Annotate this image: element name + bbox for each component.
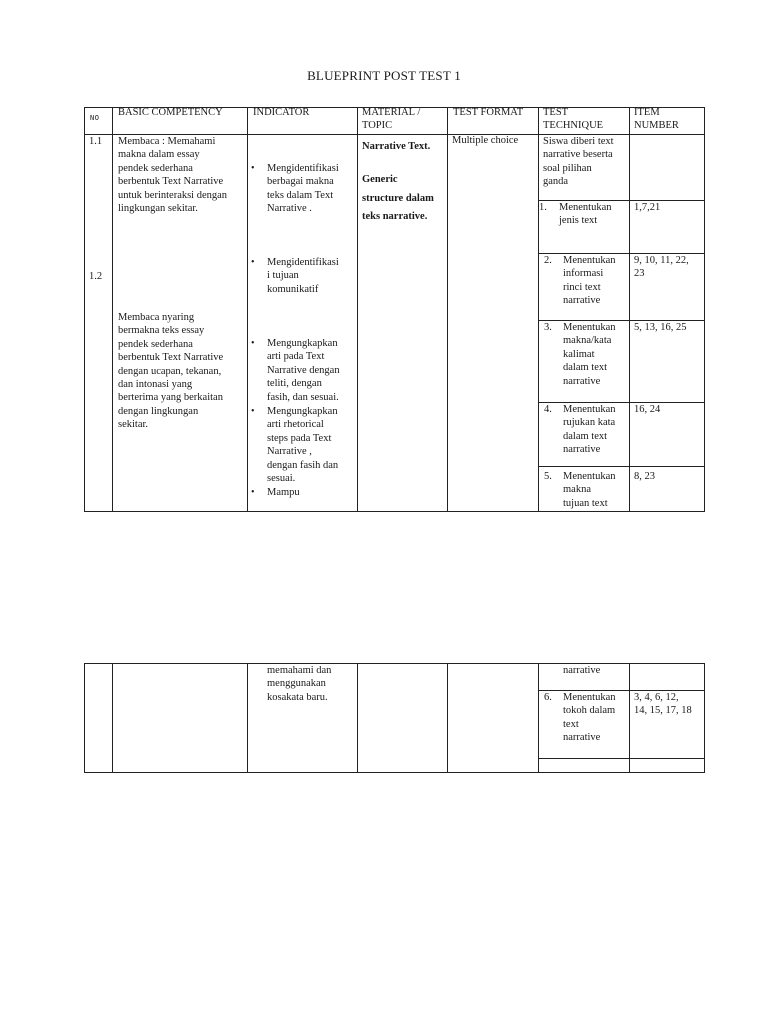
technique-6: Menentukan tokoh dalam text narrative xyxy=(563,692,616,744)
material-generic-structure: Generic structure dalam teks narrative. xyxy=(362,174,434,222)
bullet-icon: • xyxy=(251,257,255,268)
column-divider xyxy=(447,108,448,511)
row-divider xyxy=(538,466,704,467)
column-divider xyxy=(357,664,358,772)
column-divider xyxy=(357,108,358,511)
column-divider xyxy=(538,664,539,772)
technique-number: 6. xyxy=(544,692,552,703)
bullet-icon: • xyxy=(251,163,255,174)
header-test-format: TEST FORMAT xyxy=(453,107,524,118)
row-number-1-2: 1.2 xyxy=(89,271,103,282)
technique-intro: Siswa diberi text narrative beserta soal pilihan ganda xyxy=(543,136,614,188)
blueprint-table-continued xyxy=(84,663,705,773)
column-divider xyxy=(447,664,448,772)
column-divider xyxy=(112,108,113,511)
technique-number: 5. xyxy=(544,471,552,482)
item-number-5: 8, 23 xyxy=(634,471,655,482)
header-indicator: INDICATOR xyxy=(253,107,310,118)
row-divider xyxy=(538,758,704,759)
column-divider xyxy=(247,664,248,772)
header-item-number: ITEM NUMBER xyxy=(634,107,679,131)
item-number-3: 5, 13, 16, 25 xyxy=(634,322,687,333)
header-material-topic: MATERIAL / TOPIC xyxy=(362,107,421,131)
indicator-3: Mengungkapkan arti pada Text Narrative dengan teliti, dengan fasih, dan sesuai. xyxy=(267,338,340,403)
technique-5: Menentukan makna tujuan text xyxy=(563,471,616,509)
item-number-6: 3, 4, 6, 12, 14, 15, 17, 18 xyxy=(634,692,692,717)
technique-1: Menentukan jenis text xyxy=(559,202,612,227)
technique-4: Menentukan rujukan kata dalam text narrative xyxy=(563,404,616,456)
technique-3: Menentukan makna/kata kalimat dalam text narrative xyxy=(563,322,616,387)
row-number-1-1: 1.1 xyxy=(89,136,103,147)
bullet-icon: • xyxy=(251,338,255,349)
technique-2: Menentukan informasi rinci text narrative xyxy=(563,255,616,307)
test-format: Multiple choice xyxy=(452,135,519,146)
column-divider xyxy=(112,664,113,772)
column-divider xyxy=(629,108,630,511)
column-divider xyxy=(247,108,248,511)
technique-5-continued: narrative xyxy=(563,665,601,676)
header-no: NO xyxy=(90,114,100,122)
column-divider xyxy=(629,664,630,772)
item-number-1: 1,7,21 xyxy=(634,202,661,213)
bullet-icon: • xyxy=(251,406,255,417)
page-title: BLUEPRINT POST TEST 1 xyxy=(307,68,461,83)
column-divider xyxy=(538,108,539,511)
bullet-icon: • xyxy=(251,487,255,498)
technique-number: 3. xyxy=(544,322,552,333)
indicator-1: Mengidentifikasi berbagai makna teks dalam Text Narrative . xyxy=(267,163,339,215)
indicator-4: Mengungkapkan arti rhetorical steps pada Text Narrative , dengan fasih dan sesuai. xyxy=(267,406,339,485)
competency-1: Membaca : Memahami makna dalam essay pendek sederhana berbentuk Text Narrative untuk berinteraksi dengan lingkungan sekitar. xyxy=(118,136,228,215)
indicator-5: Mampu xyxy=(267,487,300,498)
indicator-5-continued: memahami dan menggunakan kosakata baru. xyxy=(267,665,332,703)
blueprint-table xyxy=(84,107,705,512)
indicator-2: Mengidentifikasi i tujuan komunikatif xyxy=(267,257,339,295)
item-number-4: 16, 24 xyxy=(634,404,661,415)
technique-number: 4. xyxy=(544,404,552,415)
item-number-2: 9, 10, 11, 22, 23 xyxy=(634,255,689,280)
competency-2: Membaca nyaring bermakna teks essay pendek sederhana berbentuk Text Narrative dengan ucapan, tekanan, dan intonasi yang berterima yang berkaitan dengan lingkungan sekitar. xyxy=(118,312,224,431)
header-test-technique: TEST TECHNIQUE xyxy=(543,107,604,131)
technique-number: 1. xyxy=(539,202,547,213)
material-narrative-text: Narrative Text. xyxy=(362,141,431,152)
header-basic-competency: BASIC COMPETENCY xyxy=(118,107,223,118)
technique-number: 2. xyxy=(544,255,552,266)
